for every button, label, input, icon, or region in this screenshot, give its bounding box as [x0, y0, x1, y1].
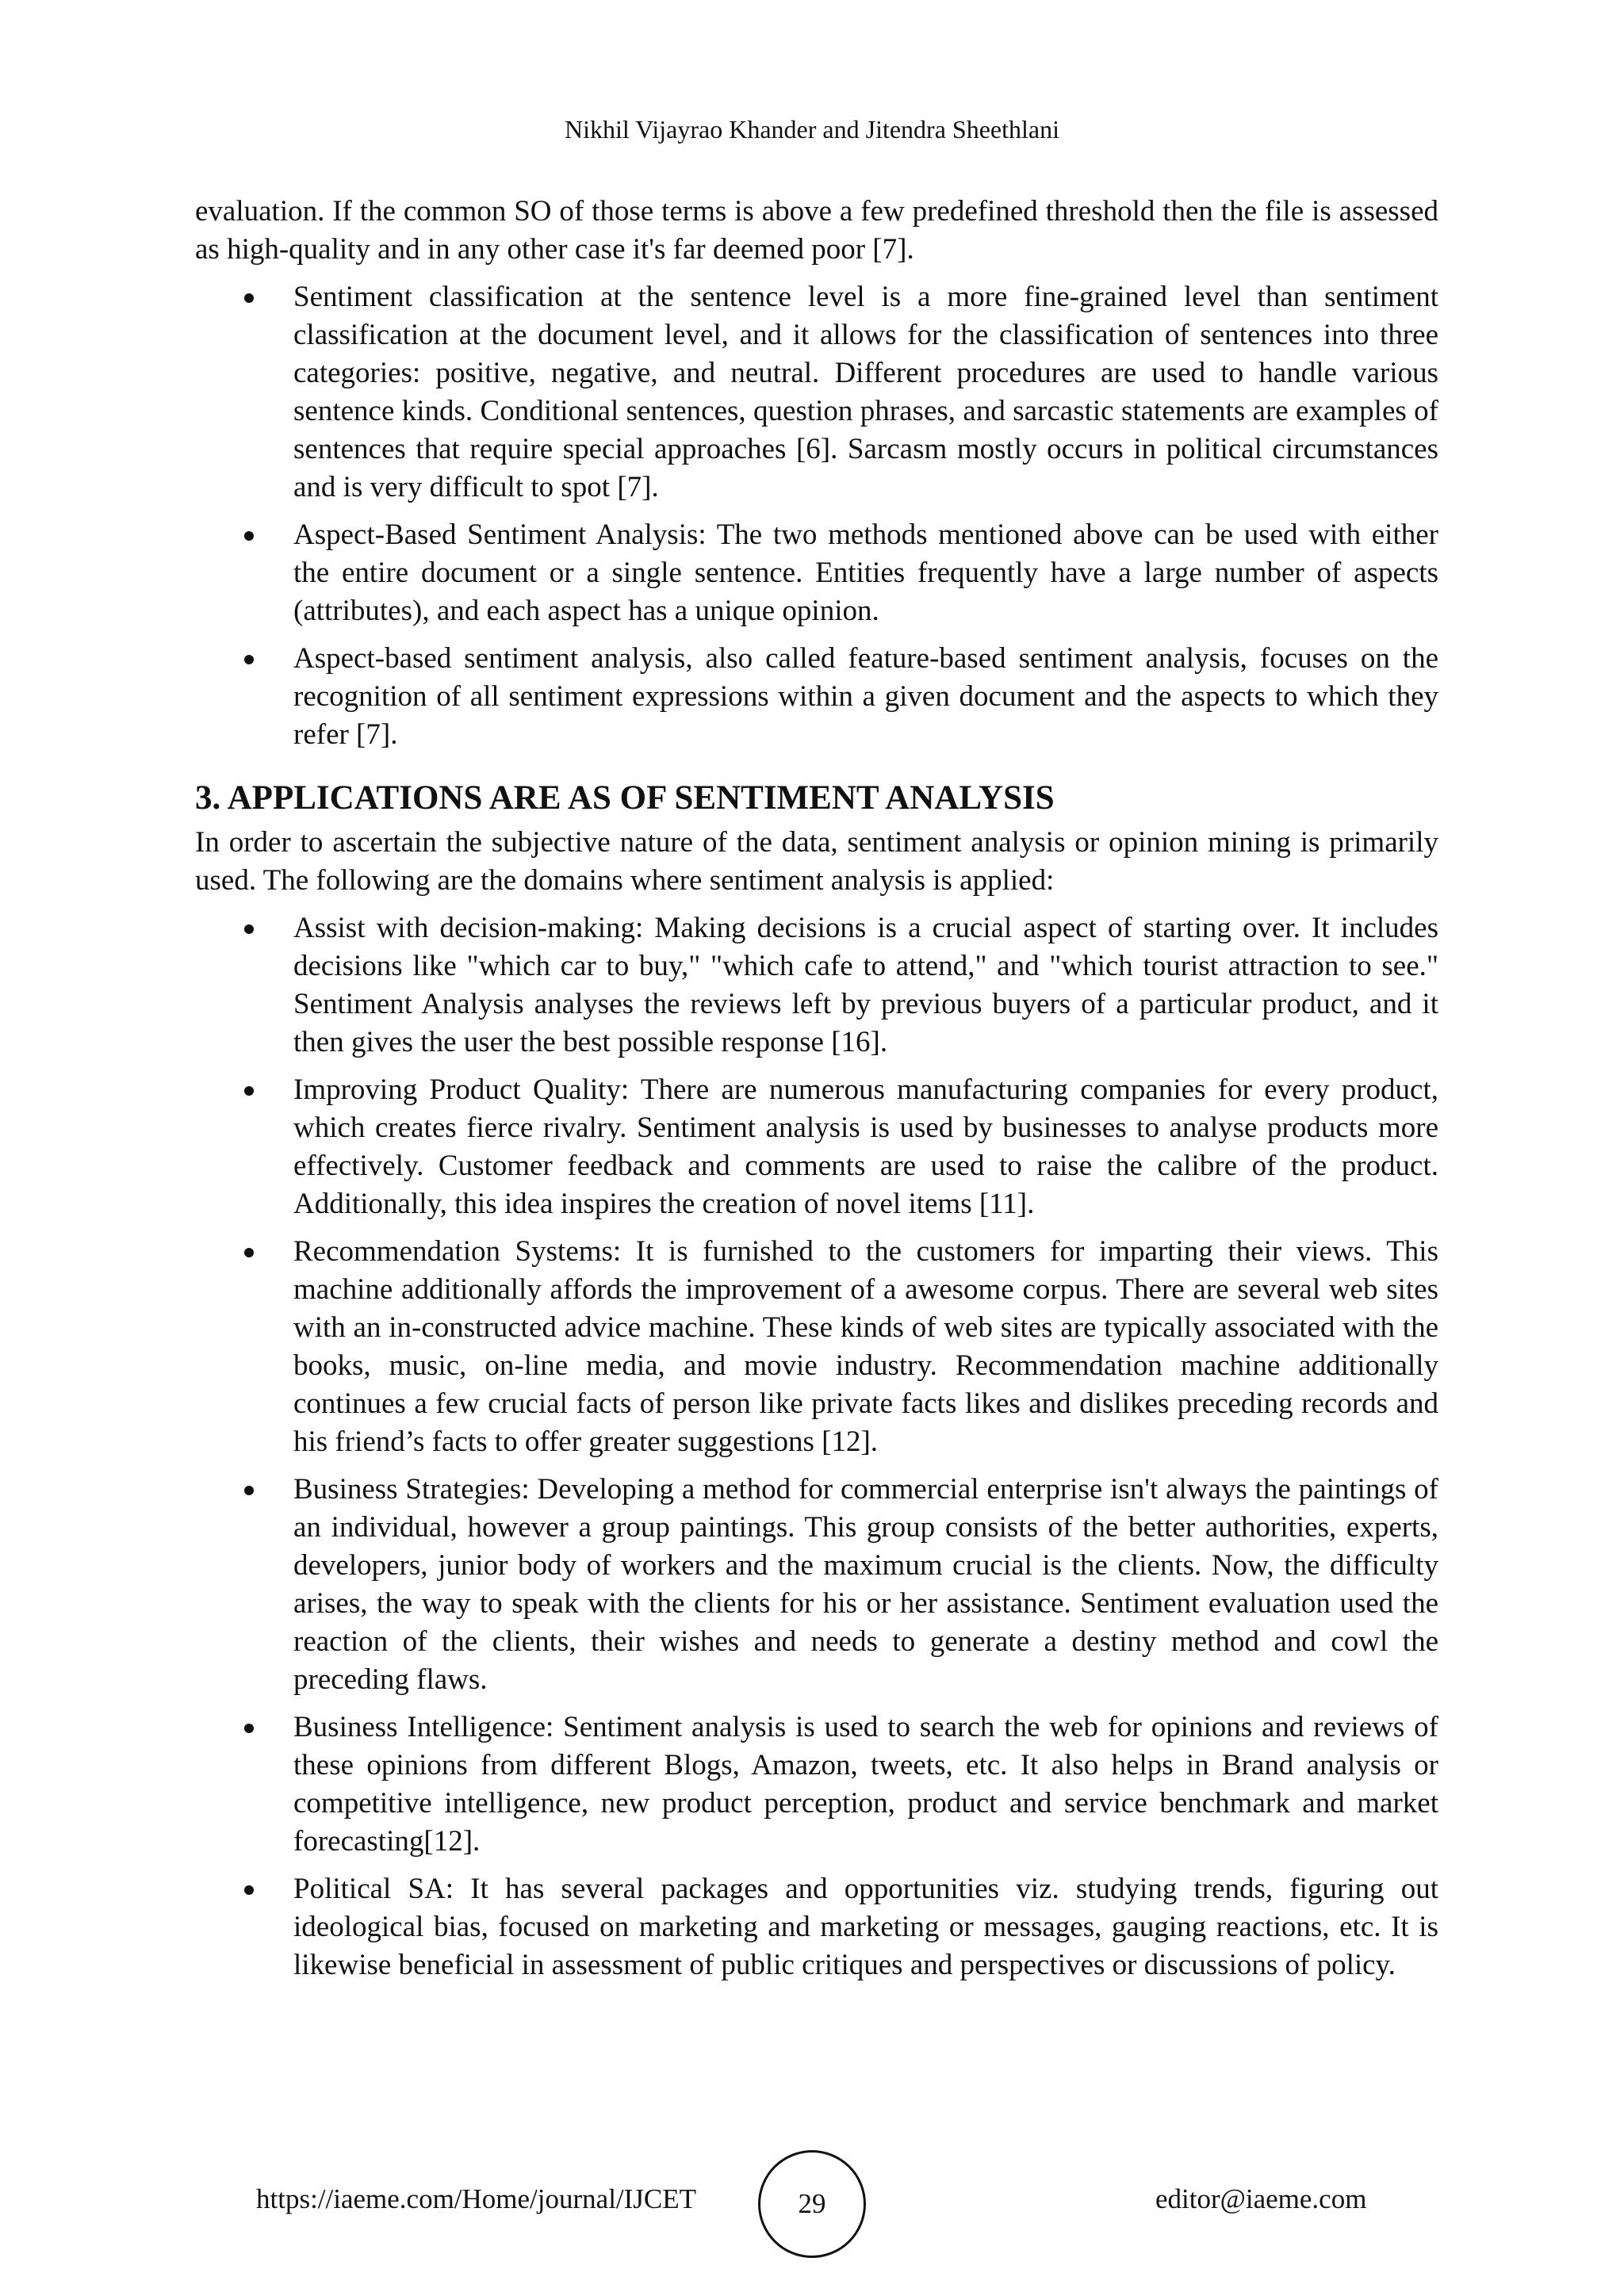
editor-email-link[interactable]: editor@iaeme.com [1155, 2183, 1367, 2214]
intro-paragraph: evaluation. If the common SO of those terms is above a few predefined threshold then the file is assessed as high-quality and in any other case it's far deemed poor [7]. [195, 195, 1438, 266]
bullet-dot-icon [244, 1486, 254, 1495]
list-item-text: Sentiment classification at the sentence level is a more fine-grained level than sentiment classification at the document level, and it allows for the classification of sentences into three categories: positive, negative, and neutral. Different procedures are used to handle various sentence kinds. Conditional sentences, question phrases, and sarcastic statements are examples of sentences that require special approaches [6]. Sarcasm mostly occurs in political circumstances and is very difficult to spot [7]. [293, 281, 1438, 503]
bullet-list-sentiment-levels [195, 278, 1438, 754]
list-item [195, 1709, 1438, 1861]
list-item-text: Aspect-based sentiment analysis, also called feature-based sentiment analysis, focuses on the recognition of all sentiment expressions within a given document and the aspects to which they refer [7]. [293, 642, 1438, 751]
list-item-text: Business Intelligence: Sentiment analysis is used to search the web for opinions and reviews of these opinions from different Blogs, Amazon, tweets, etc. It also helps in Brand analysis or competitive intelligence, new product perception, product and service benchmark and market forecasting[12]. [293, 1711, 1438, 1858]
bullet-dot-icon [244, 531, 254, 541]
bullet-dot-icon [244, 1885, 254, 1895]
list-item-text: Recommendation Systems: It is furnished to the customers for imparting their views. This machine additionally affords the improvement of a awesome corpus. There are several web sites with an in-constructed advice machine. These kinds of web sites are typically associated with the books, music, on-line media, and movie industry. Recommendation machine additionally continues a few crucial facts of person like private facts likes and dislikes preceding records and his friend’s facts to offer greater suggestions [12]. [293, 1235, 1438, 1458]
section-heading: 3. APPLICATIONS ARE AS OF SENTIMENT ANALYSIS [195, 779, 1055, 817]
page-number: 29 [758, 2150, 866, 2258]
list-item [195, 1471, 1438, 1699]
section-paragraph: In order to ascertain the subjective nature of the data, sentiment analysis or opinion mining is primarily used. The following are the domains where sentiment analysis is applied: [195, 826, 1438, 897]
list-item-text: Political SA: It has several packages and opportunities viz. studying trends, figuring out ideological bias, focused on marketing and marketing or messages, gauging reactions, etc. It is likewise beneficial in assessment of public critiques and perspectives or discussions of policy. [293, 1873, 1438, 1981]
list-item [195, 1870, 1438, 1984]
list-item-text: Business Strategies: Developing a method for commercial enterprise isn't always the paintings of an individual, however a group paintings. This group consists of the better authorities, experts, developers, junior body of workers and the maximum crucial is the clients. Now, the difficulty arises, the way to speak with the clients for his or her assistance. Sentiment evaluation used the reaction of the clients, their wishes and needs to generate a destiny method and cowl the preceding flaws. [293, 1473, 1438, 1696]
list-item [195, 640, 1438, 754]
list-item [195, 1233, 1438, 1461]
page-body [195, 193, 1438, 1994]
list-item [195, 1071, 1438, 1223]
bullet-dot-icon [244, 1086, 254, 1096]
list-item [195, 909, 1438, 1062]
page-footer [0, 2150, 1624, 2261]
journal-url-link[interactable]: https://iaeme.com/Home/journal/IJCET [256, 2183, 697, 2214]
running-header: Nikhil Vijayrao Khander and Jitendra Sheethlani [565, 115, 1059, 144]
bullet-list-applications [195, 909, 1438, 1984]
bullet-dot-icon [244, 1248, 254, 1257]
list-item-text: Aspect-Based Sentiment Analysis: The two methods mentioned above can be used with either the entire document or a single sentence. Entities frequently have a large number of aspects (attributes), and each aspect has a unique opinion. [293, 519, 1438, 627]
bullet-dot-icon [244, 1724, 254, 1733]
list-item-text: Improving Product Quality: There are numerous manufacturing companies for every product, which creates fierce rivalry. Sentiment analysis is used by businesses to analyse products more effectively. Customer feedback and comments are used to raise the calibre of the product. Additionally, this idea inspires the creation of novel items [11]. [293, 1073, 1438, 1220]
list-item [195, 516, 1438, 630]
bullet-dot-icon [244, 655, 254, 664]
list-item [195, 278, 1438, 507]
bullet-dot-icon [244, 293, 254, 303]
bullet-dot-icon [244, 924, 254, 934]
list-item-text: Assist with decision-making: Making decisions is a crucial aspect of starting over. It includes decisions like "which car to buy," "which cafe to attend," and "which tourist attraction to see." Sentiment Analysis analyses the reviews left by previous buyers of a particular product, and it then gives the user the best possible response [16]. [293, 912, 1438, 1058]
